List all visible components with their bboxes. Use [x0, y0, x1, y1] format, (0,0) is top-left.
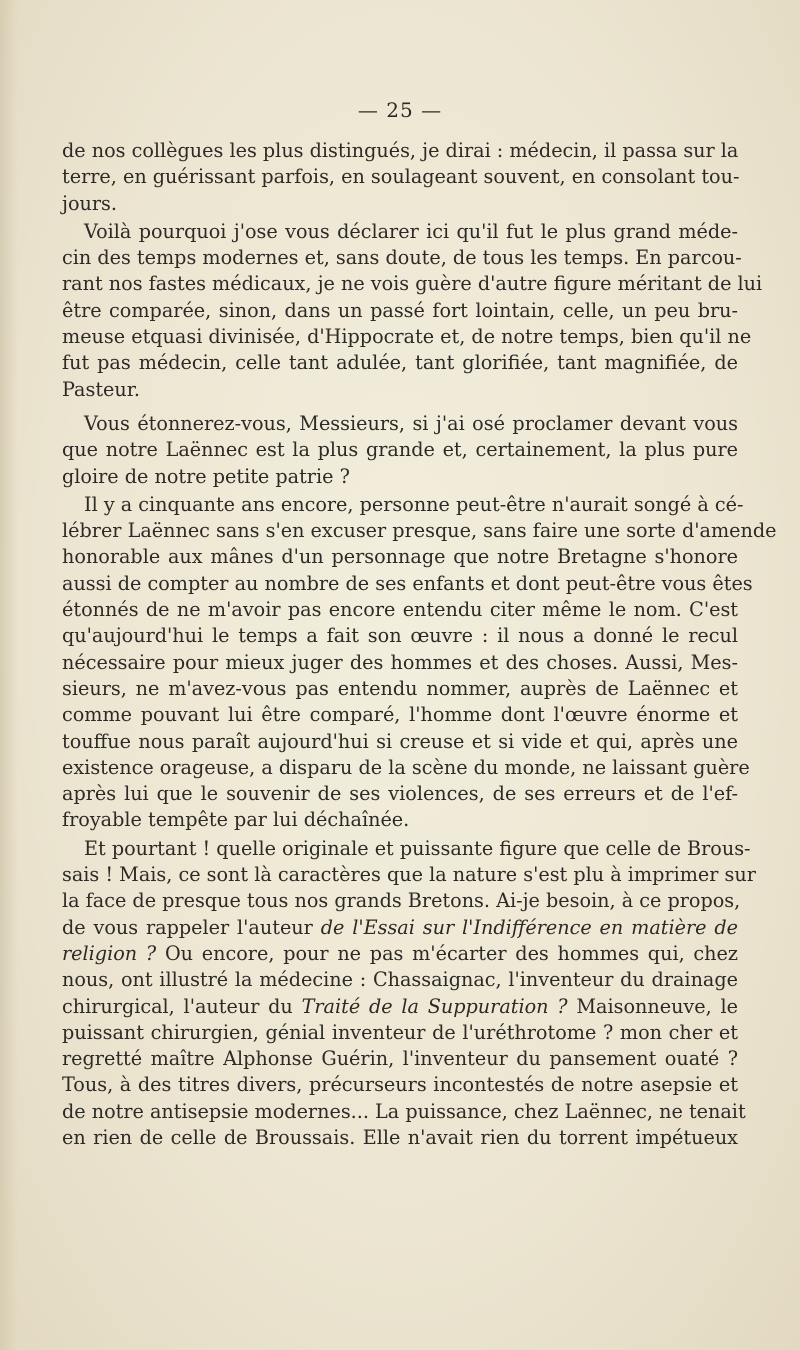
- text-line: rant nos fastes médicaux, je ne vois guère d'autre figure méritant de lui: [62, 272, 763, 296]
- text-line: meuse etquasi divinisée, d'Hippocrate et, de notre temps, bien qu'il ne: [62, 325, 752, 349]
- text-line: sieurs, ne m'avez-vous pas entendu nommer, auprès de Laënnec et: [62, 676, 738, 700]
- text-line: de vous rappeler l'auteur de l'Essai sur l'Indifférence en matière de: [62, 915, 738, 939]
- text-line: chirurgical, l'auteur du Traité de la Suppuration ? Maisonneuve, le: [62, 994, 738, 1018]
- text-line: froyable tempête par lui déchaînée.: [62, 808, 410, 832]
- text-line: Vous étonnerez-vous, Messieurs, si j'ai osé proclamer devant vous: [84, 411, 738, 435]
- text-line: religion ? Ou encore, pour ne pas m'écarter des hommes qui, chez: [62, 941, 739, 965]
- text-line: en rien de celle de Broussais. Elle n'avait rien du torrent impétueux: [62, 1125, 738, 1149]
- text-line: étonnés de ne m'avoir pas encore entendu citer même le nom. C'est: [62, 598, 738, 622]
- text-line: Et pourtant ! quelle originale et puissante figure que celle de Brous-: [84, 836, 751, 860]
- text-line: qu'aujourd'hui le temps a fait son œuvre : il nous a donné le recul: [62, 624, 738, 648]
- text-line: de notre antisepsie modernes... La puissance, chez Laënnec, ne tenait: [62, 1099, 746, 1123]
- text-line: Il y a cinquante ans encore, personne peut-être n'aurait songé à cé-: [84, 492, 744, 516]
- text-line: après lui que le souvenir de ses violences, de ses erreurs et de l'ef-: [62, 782, 738, 806]
- text-line: que notre Laënnec est la plus grande et, certainement, la plus pure: [62, 438, 738, 462]
- text-line: fut pas médecin, celle tant adulée, tant glorifiée, tant magnifiée, de: [62, 351, 738, 375]
- text-line: honorable aux mânes d'un personnage que notre Bretagne s'honore: [62, 545, 738, 569]
- body-text: [62, 138, 777, 1151]
- text-line: existence orageuse, a disparu de la scène du monde, ne laissant guère: [62, 755, 750, 779]
- text-line: gloire de notre petite patrie ?: [62, 464, 350, 488]
- text-line: la face de presque tous nos grands Bretons. Ai-je besoin, à ce propos,: [62, 889, 741, 913]
- text-line: aussi de compter au nombre de ses enfants et dont peut-être vous êtes: [62, 571, 753, 595]
- text-line: jours.: [62, 191, 117, 215]
- text-line: cin des temps modernes et, sans doute, de tous les temps. En parcou-: [62, 246, 742, 270]
- text-line: nous, ont illustré la médecine : Chassaignac, l'inventeur du drainage: [62, 968, 738, 992]
- text-line: puissant chirurgien, génial inventeur de l'uréthrotome ? mon cher et: [62, 1020, 738, 1044]
- text-line: nécessaire pour mieux juger des hommes et des choses. Aussi, Mes-: [62, 650, 738, 674]
- text-line: regretté maître Alphonse Guérin, l'inventeur du pansement ouaté ?: [62, 1047, 738, 1071]
- text-line: sais ! Mais, ce sont là caractères que la nature s'est plu à imprimer sur: [62, 863, 756, 887]
- text-line: comme pouvant lui être comparé, l'homme dont l'œuvre énorme et: [62, 703, 738, 727]
- text-line: Pasteur.: [62, 377, 140, 401]
- page-gutter-shadow: [0, 0, 18, 1350]
- text-line: lébrer Laënnec sans s'en excuser presque, sans faire une sorte d'amende: [62, 519, 777, 543]
- text-line: être comparée, sinon, dans un passé fort lointain, celle, un peu bru-: [62, 298, 738, 322]
- page-number: — 25 —: [357, 98, 443, 122]
- text-line: de nos collègues les plus distingués, je dirai : médecin, il passa sur la: [62, 139, 739, 162]
- text-line: terre, en guérissant parfois, en soulageant souvent, en consolant tou-: [62, 165, 740, 189]
- text-line: Voilà pourquoi j'ose vous déclarer ici qu'il fut le plus grand méde-: [84, 219, 738, 243]
- text-line: touffue nous paraît aujourd'hui si creuse et si vide et qui, après une: [62, 729, 738, 753]
- text-line: Tous, à des titres divers, précurseurs incontestés de notre asepsie et: [62, 1073, 738, 1097]
